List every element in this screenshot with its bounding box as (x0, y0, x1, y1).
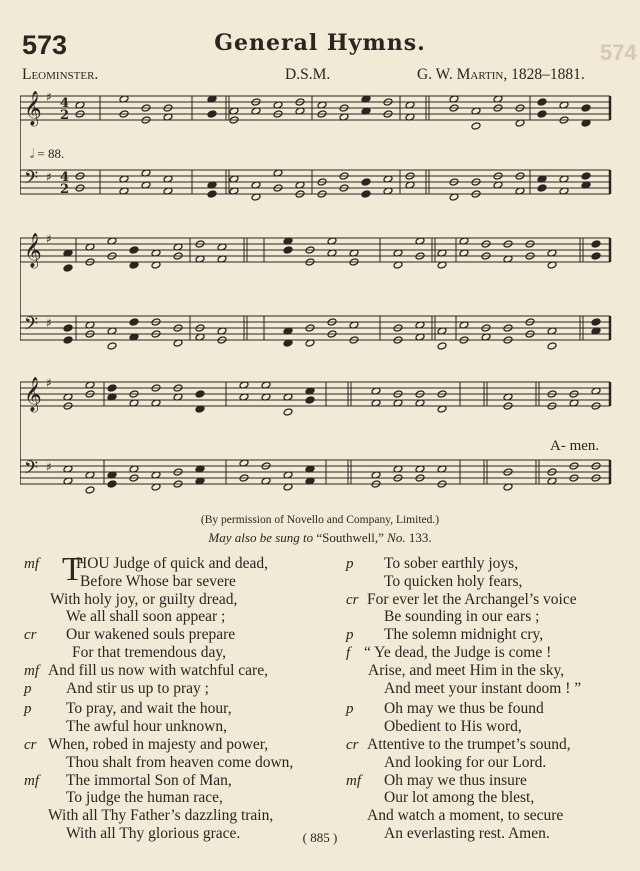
svg-text:2: 2 (60, 108, 70, 123)
verse-line: And meet your instant doom ! ” (384, 679, 582, 697)
verse-line: For that tremendous day, (72, 644, 226, 661)
tempo-value: = 88. (37, 146, 65, 161)
dynamic-marking: mf (24, 772, 39, 789)
verse-line: For ever let the Archangel’s voice (367, 590, 577, 608)
tempo-mark (30, 146, 64, 162)
dynamic-marking: mf (24, 662, 39, 679)
verse-line: With all Thy glorious grace. (66, 825, 241, 842)
section-title: General Hymns. (214, 30, 426, 56)
verse-line: Oh may we thus be found (384, 700, 544, 718)
hymn-number: 573 (22, 30, 68, 60)
svg-text:♯: ♯ (46, 170, 52, 184)
alt-prefix: May also be sung to (208, 530, 314, 545)
verse-line: And fill us now with watchful care, (48, 661, 268, 679)
page-number: ( 885 ) (302, 830, 338, 845)
verse-line: With all Thy Father’s dazzling train, (48, 807, 274, 825)
verse-line: And stir us up to pray ; (66, 679, 209, 697)
composer-name: G. W. Martin, (417, 66, 508, 83)
alt-number: 133. (408, 530, 432, 545)
music-system-2 (20, 232, 612, 362)
alternate-tune-note (0, 530, 640, 546)
dynamic-marking: f (346, 645, 351, 661)
svg-text:𝄞: 𝄞 (24, 91, 42, 126)
verse-line: Attentive to the trumpet’s sound, (367, 736, 571, 753)
dynamic-marking: p (346, 701, 354, 718)
verse-line: To pray, and wait the hour, (66, 700, 232, 718)
verse-line: Obedient to His word, (384, 718, 522, 736)
svg-text:♯: ♯ (46, 232, 52, 246)
verse-line: Be sounding in our ears ; (384, 608, 540, 626)
verse-line: Thou shalt from heaven come down, (66, 753, 294, 771)
verse-line: The awful hour unknown, (66, 718, 227, 736)
composer-dates: 1828–1881. (511, 66, 585, 83)
alt-no: No. (387, 530, 406, 545)
dynamic-marking: p (346, 556, 354, 572)
tune-name: Leominster. (22, 66, 99, 83)
bleed-through-number: 574 (600, 40, 637, 65)
dynamic-marking: cr (346, 591, 359, 608)
verse-line: To quicken holy fears, (384, 572, 523, 590)
dynamic-marking: mf (346, 772, 361, 789)
svg-text:♯: ♯ (46, 316, 52, 330)
verse-line: With holy joy, or guilty dread, (50, 590, 238, 608)
svg-text:𝄢: 𝄢 (24, 314, 39, 339)
svg-text:4: 4 (60, 96, 70, 111)
verse-line: An everlasting rest. Amen. (384, 825, 550, 842)
verse-line: “ Ye dead, the Judge is come ! (364, 644, 552, 661)
composer (417, 66, 585, 84)
permission-note: (By permission of Novello and Company, Limited.) (200, 514, 440, 526)
dynamic-marking: p (346, 627, 354, 644)
verse-line: Our lot among the blest, (384, 789, 535, 807)
dynamic-marking: p (24, 680, 32, 697)
alt-tune: “Southwell,” (316, 530, 384, 545)
verse-line: When, robed in majesty and power, (48, 736, 269, 753)
verse-line: We all shall soon appear ; (66, 608, 226, 626)
metre: D.S.M. (285, 66, 331, 83)
svg-text:𝄞: 𝄞 (24, 377, 42, 412)
svg-text:♯: ♯ (46, 90, 52, 104)
music-system-3 (20, 376, 612, 506)
verse-line: Before Whose bar severe (80, 572, 236, 590)
svg-text:4: 4 (60, 170, 70, 185)
dynamic-marking: cr (346, 737, 359, 753)
verse-line: Arise, and meet Him in the sky, (368, 661, 565, 679)
dynamic-marking: cr (24, 627, 37, 644)
drop-cap: T (62, 551, 83, 588)
verse-line: To judge the human race, (66, 789, 223, 807)
verse-line: Oh may we thus insure (384, 771, 527, 789)
verse-line: HOU Judge of quick and dead, (76, 555, 268, 572)
svg-text:♯: ♯ (46, 376, 52, 390)
amen-lyric: A- men. (550, 438, 600, 454)
music-system-1 (20, 90, 612, 215)
dynamic-marking: p (24, 701, 32, 718)
verse-line: And looking for our Lord. (384, 753, 547, 771)
dynamic-marking: cr (24, 737, 37, 753)
svg-text:𝄢: 𝄢 (24, 458, 39, 483)
verse-line: Our wakened souls prepare (66, 626, 236, 644)
half-note-icon: 𝅗𝅥 (30, 146, 35, 161)
svg-text:2: 2 (60, 182, 70, 197)
verse-line: The immortal Son of Man, (66, 771, 232, 789)
dynamic-marking: mf (24, 556, 39, 572)
svg-text:♯: ♯ (46, 460, 52, 474)
svg-text:𝄢: 𝄢 (24, 168, 39, 193)
verse-line: The solemn midnight cry, (384, 626, 544, 644)
svg-text:𝄞: 𝄞 (24, 233, 42, 268)
verse-line: To sober earthly joys, (384, 555, 519, 572)
verse-line: And watch a moment, to secure (367, 807, 564, 825)
